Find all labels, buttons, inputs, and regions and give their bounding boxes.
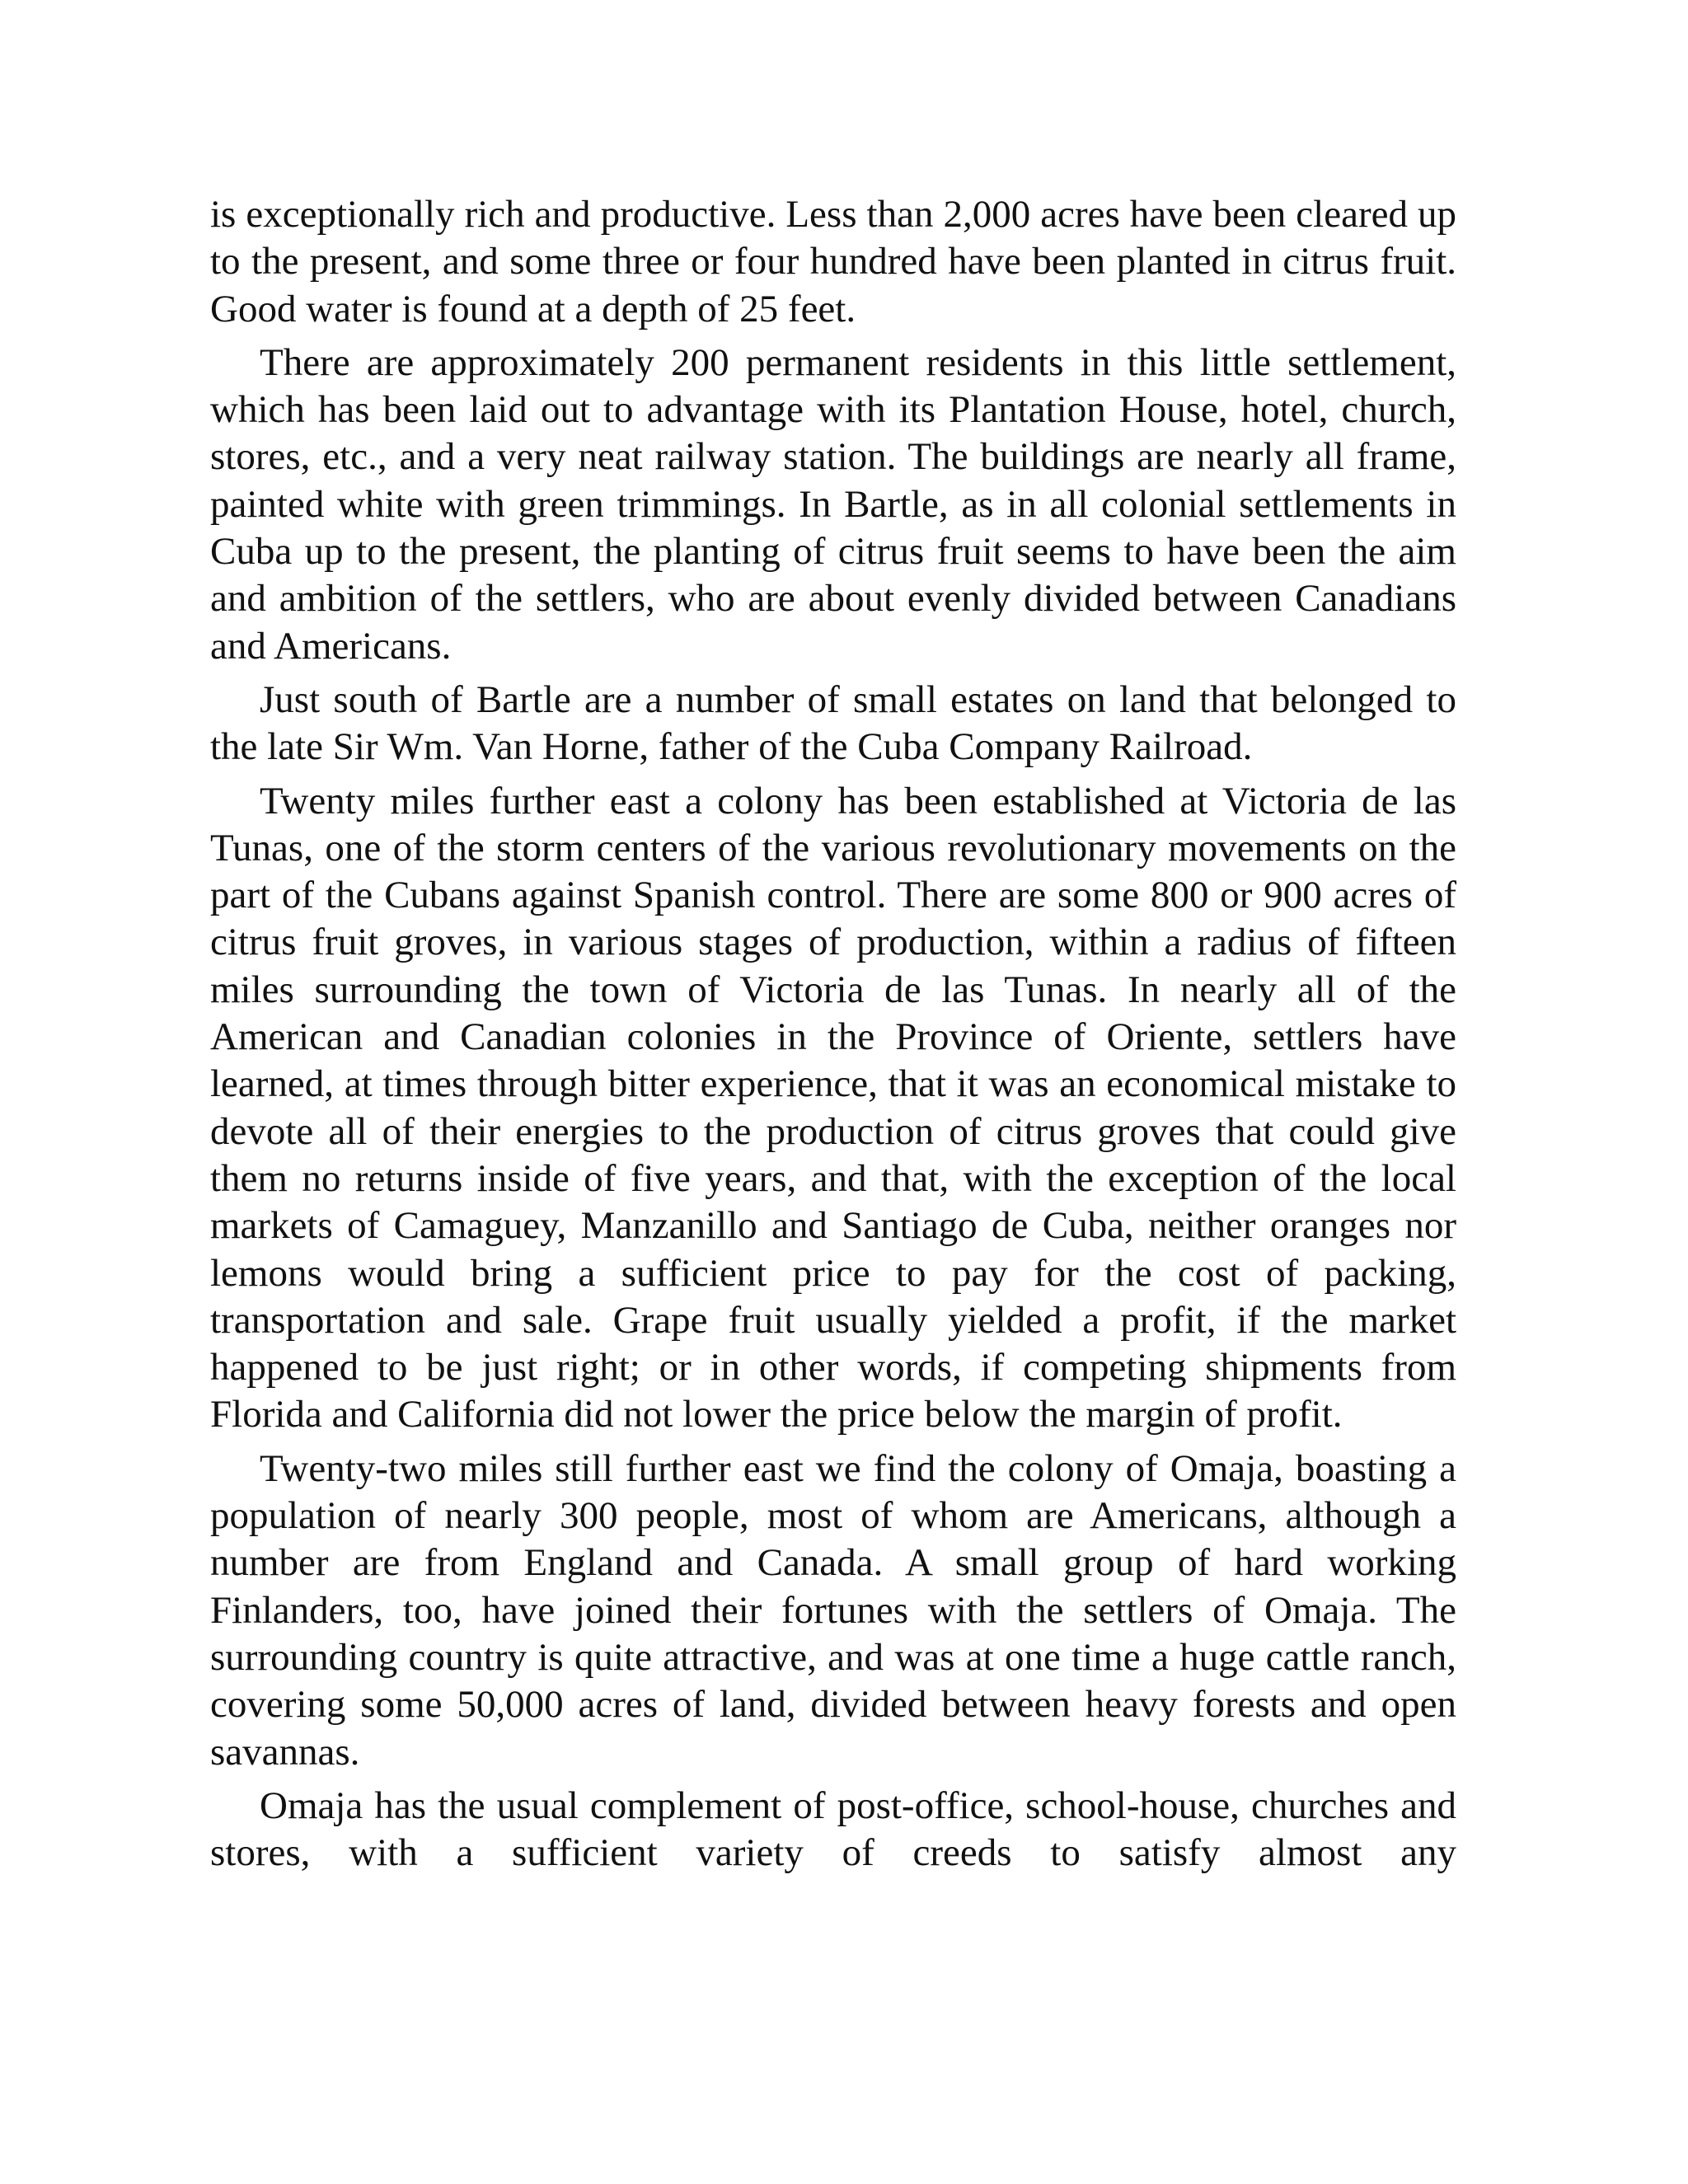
body-text (210, 191, 1456, 1877)
paragraph-omaja-amenities: Omaja has the usual complement of post-office, school-house, churches and stores, with a sufficient variety of creeds to satisfy almost any (210, 1783, 1456, 1875)
paragraph-omaja-colony: Twenty-two miles still further east we find the colony of Omaja, boasting a population of nearly 300 people, most of whom are Americans, although a number are from England and Canada. A small group of hard working Finlanders, too, have joined their fortunes with the settlers of Omaja. The surrounding country is quite attractive, and was at one time a huge cattle ranch, covering some 50,000 acres of land, divided between heavy forests and open savannas. (210, 1446, 1456, 1774)
paragraph-van-horne-estates: Just south of Bartle are a number of small estates on land that belonged to the late Sir Wm. Van Horne, father of the Cuba Company Railroad. (210, 677, 1456, 769)
paragraph-continuation: is exceptionally rich and productive. Less than 2,000 acres have been cleared up to the present, and some three or four hundred have been planted in citrus fruit. Good water is found at a depth of 25 feet. (210, 193, 1456, 330)
paragraph-bartle-residents: There are approximately 200 permanent residents in this little settlement, which has been laid out to advantage with its Plantation House, hotel, church, stores, etc., and a very neat railway station. The buildings are nearly all frame, painted white with green trimmings. In Bartle, as in all colonial settlements in Cuba up to the present, the planting of citrus fruit seems to have been the aim and ambition of the settlers, who are about evenly divided between Canadians and Americans. (210, 340, 1456, 668)
paragraph-victoria-de-las-tunas: Twenty miles further east a colony has been established at Victoria de las Tunas, one of the storm centers of the various revolutionary movements on the part of the Cubans against Spanish control. There are some 800 or 900 acres of citrus fruit groves, in various stages of production, within a radius of fifteen miles surrounding the town of Victoria de las Tunas. In nearly all of the American and Canadian colonies in the Province of Oriente, settlers have learned, at times through bitter experience, that it was an economical mistake to devote all of their energies to the production of citrus groves that could give them no returns inside of five years, and that, with the exception of the local markets of Camaguey, Manzanillo and Santiago de Cuba, neither oranges nor lemons would bring a sufficient price to pay for the cost of packing, transportation and sale. Grape fruit usually yielded a profit, if the market happened to be just right; or in other words, if competing shipments from Florida and California did not lower the price below the margin of profit. (210, 779, 1456, 1436)
